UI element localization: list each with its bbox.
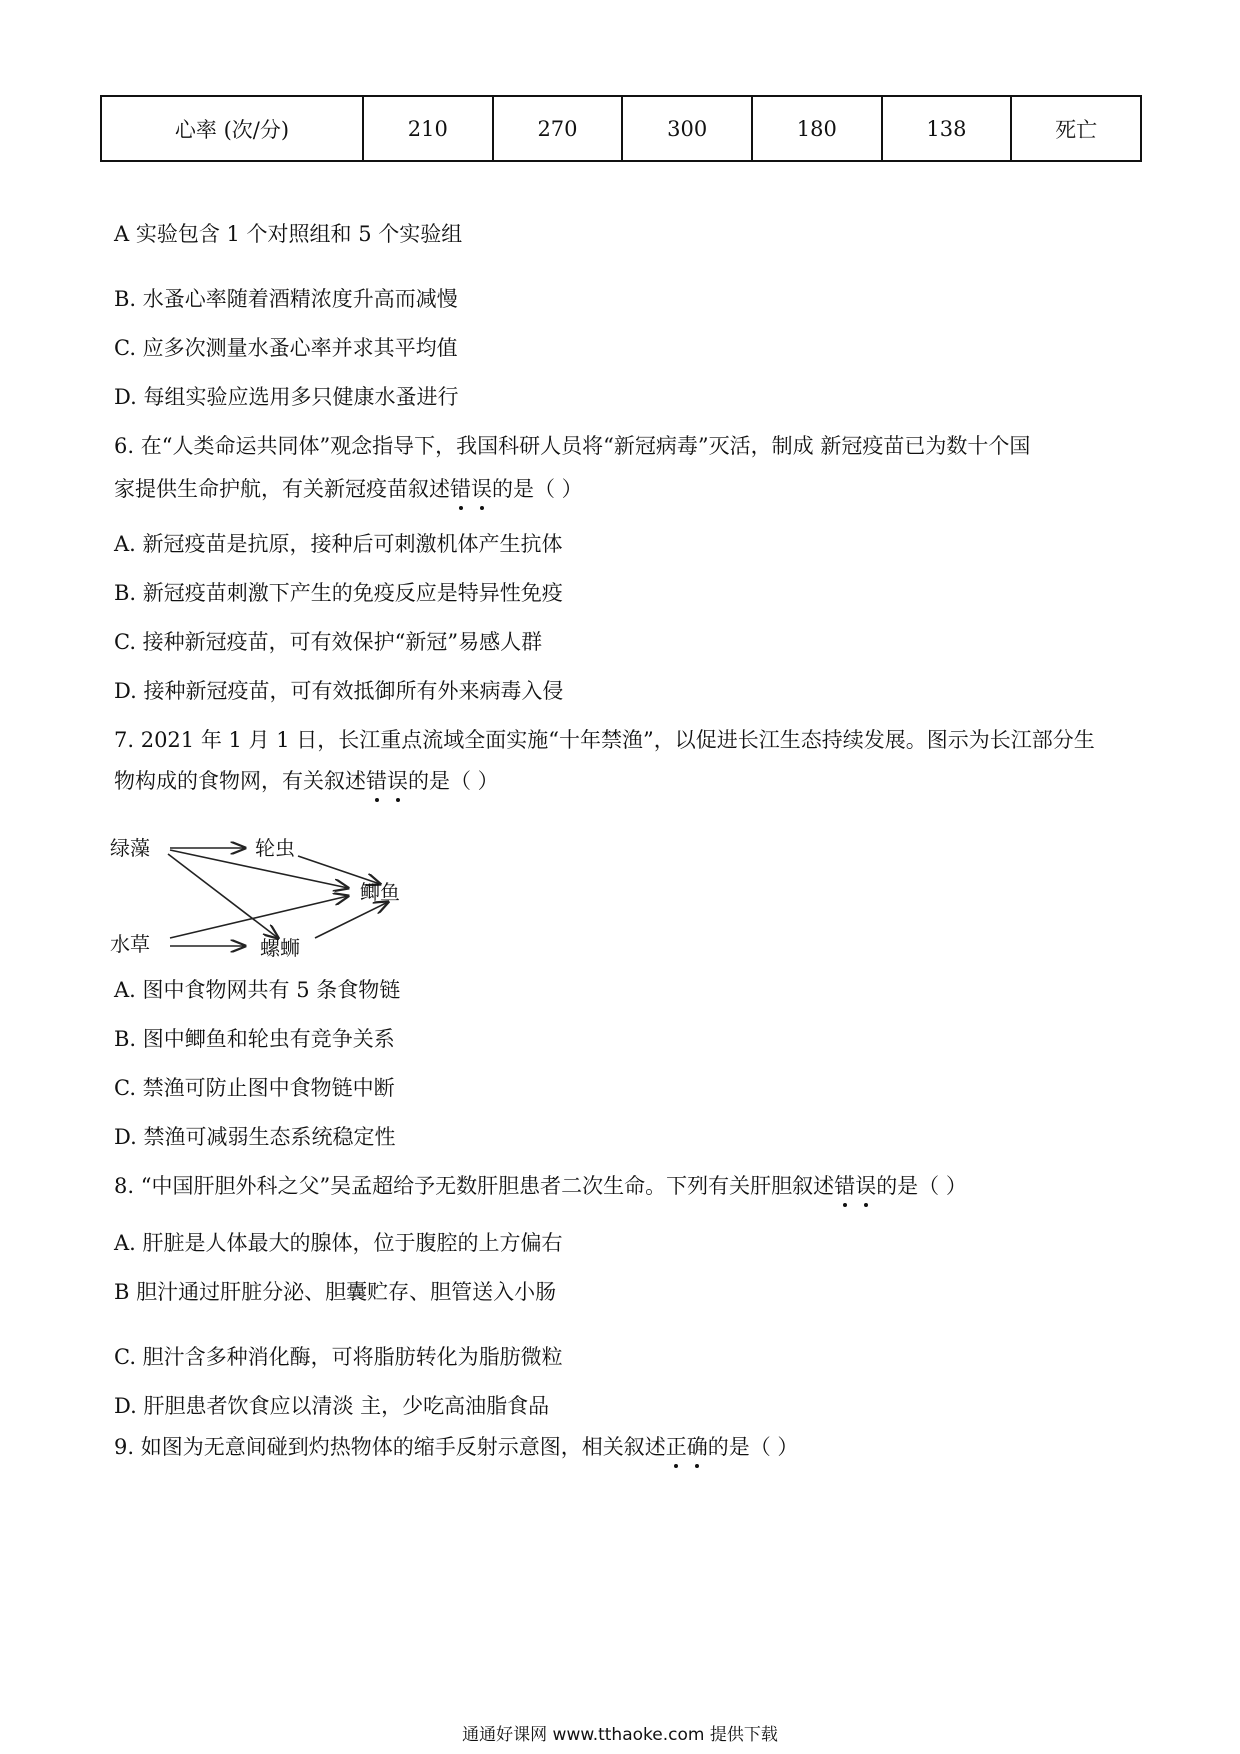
- table-row: [101, 96, 1141, 161]
- arrow-waterweed-crucian: [170, 896, 348, 938]
- emphasis-char: 错: [366, 769, 387, 793]
- q6-option-d: D. 接种新冠疫苗，可有效抵御所有外来病毒入侵: [114, 679, 564, 703]
- table-cell: 180: [752, 96, 882, 161]
- q5-option-a: A 实验包含 1 个对照组和 5 个实验组: [114, 222, 463, 246]
- q8-option-b: B 胆汁通过肝脏分泌、胆囊贮存、胆管送入小肠: [114, 1280, 557, 1304]
- emphasis-char: 误: [471, 477, 492, 501]
- q7-stem-line2: [114, 767, 499, 795]
- table-cell: 300: [622, 96, 752, 161]
- q6-option-b: B. 新冠疫苗刺激下产生的免疫反应是特异性免疫: [114, 581, 563, 605]
- q5-option-d: D. 每组实验应选用多只健康水蚤进行: [114, 385, 459, 409]
- q8-stem: [114, 1172, 967, 1200]
- q9-stem-paren: 的是（ ）: [707, 1435, 799, 1459]
- q9-stem-text: 9. 如图为无意间碰到灼热物体的缩手反射示意图，相关叙述: [114, 1435, 666, 1459]
- q6-stem-paren: 的是（ ）: [492, 477, 583, 501]
- q7-stem-text: 物构成的食物网，有关叙述: [114, 769, 366, 793]
- q6-option-c: C. 接种新冠疫苗，可有效保护“新冠”易感人群: [114, 630, 543, 654]
- emphasis-char: 误: [387, 769, 408, 793]
- q5-option-b: B. 水蚤心率随着酒精浓度升高而减慢: [114, 287, 458, 311]
- table-cell: 210: [363, 96, 493, 161]
- q8-stem-paren: 的是（ ）: [876, 1174, 967, 1198]
- page-footer: 通通好课网 www.tthaoke.com 提供下载: [462, 1725, 778, 1745]
- table-cell: 死亡: [1011, 96, 1141, 161]
- q7-option-a: A. 图中食物网共有 5 条食物链: [114, 978, 401, 1002]
- q8-option-a: A. 肝脏是人体最大的腺体，位于腹腔的上方偏右: [114, 1231, 563, 1255]
- node-rotifer: 轮虫: [255, 836, 295, 860]
- emphasis-char: 正: [665, 1435, 687, 1459]
- heart-rate-table: [100, 95, 1142, 162]
- q5-option-c: C. 应多次测量水蚤心率并求其平均值: [114, 336, 458, 360]
- table-cell: 270: [493, 96, 623, 161]
- emphasis-char: 错: [834, 1174, 856, 1198]
- table-row-label: 心率 (次/分): [101, 96, 363, 161]
- emphasis-char: 错: [450, 477, 471, 501]
- q8-option-d: D. 肝胆患者饮食应以清淡 主，少吃高油脂食品: [114, 1394, 550, 1418]
- q6-stem-text: 家提供生命护航，有关新冠疫苗叙述: [114, 477, 450, 501]
- emphasis-char: 误: [855, 1174, 877, 1198]
- q8-option-c: C. 胆汁含多种消化酶，可将脂肪转化为脂肪微粒: [114, 1345, 563, 1369]
- q9-stem: [114, 1433, 798, 1461]
- node-waterweed: 水草: [110, 932, 150, 956]
- node-snail: 螺蛳: [260, 936, 300, 960]
- q7-stem-line1: 7. 2021 年 1 月 1 日，长江重点流域全面实施“十年禁渔”，以促进长江生态持续发展。图示为长江部分生: [114, 728, 1095, 752]
- q6-stem-line2: [114, 475, 583, 503]
- q6-stem-line1: 6. 在“人类命运共同体”观念指导下，我国科研人员将“新冠病毒”灭活，制成 新冠疫苗已为数十个国: [114, 434, 1031, 458]
- arrow-snail-crucian: [315, 902, 388, 938]
- q7-option-c: C. 禁渔可防止图中食物链中断: [114, 1076, 395, 1100]
- q7-stem-paren: 的是（ ）: [408, 769, 499, 793]
- q7-option-b: B. 图中鲫鱼和轮虫有竞争关系: [114, 1027, 395, 1051]
- q8-stem-text: 8. “中国肝胆外科之父”吴孟超给予无数肝胆患者二次生命。下列有关肝胆叙述: [114, 1174, 835, 1198]
- node-crucian-carp: 鲫鱼: [360, 880, 400, 904]
- q7-option-d: D. 禁渔可减弱生态系统稳定性: [114, 1125, 396, 1149]
- table-cell: 138: [882, 96, 1012, 161]
- q6-option-a: A. 新冠疫苗是抗原，接种后可刺激机体产生抗体: [114, 532, 563, 556]
- emphasis-char: 确: [686, 1435, 708, 1459]
- node-algae: 绿藻: [110, 836, 150, 860]
- food-web-diagram: [110, 826, 420, 966]
